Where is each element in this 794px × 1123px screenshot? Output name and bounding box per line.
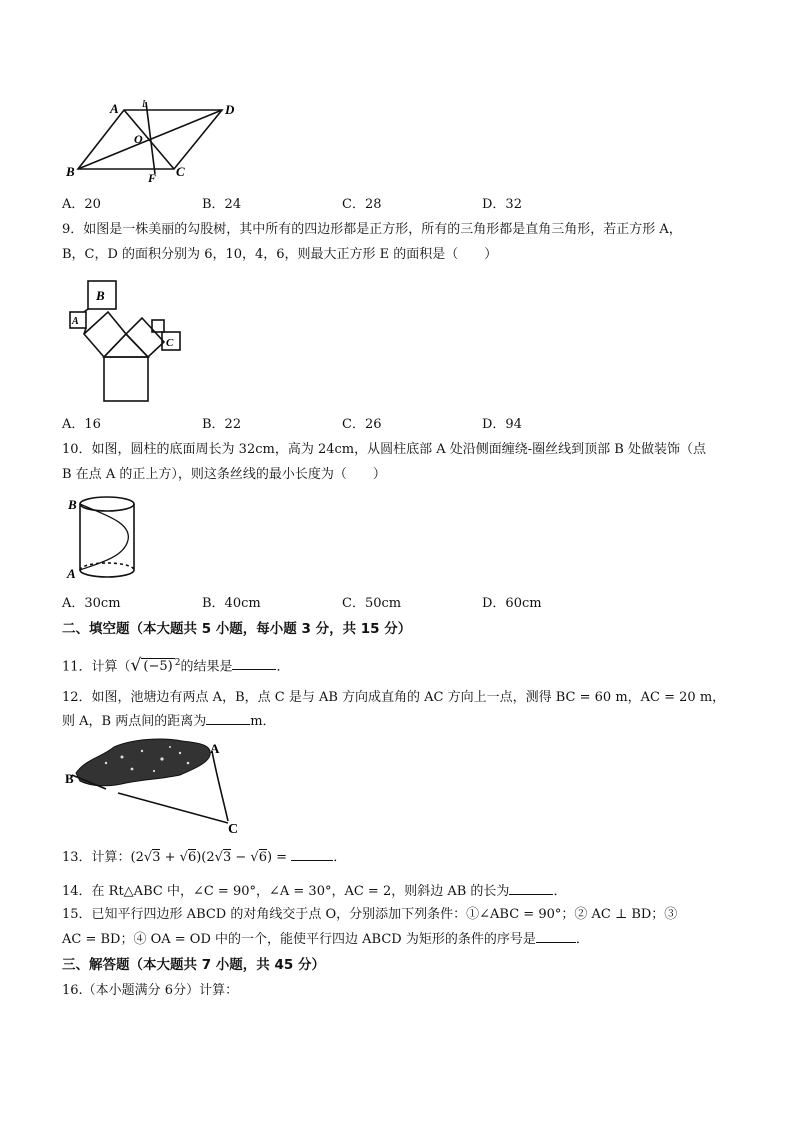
q8-option-b[interactable]: B．24 (202, 197, 242, 212)
section-3-heading: 三、解答题（本大题共 7 小题，共 45 分） (62, 957, 325, 973)
q12-answer-blank[interactable] (206, 712, 250, 725)
q10-label-a: A (67, 566, 76, 581)
q13-equals: ) = (266, 850, 292, 865)
q8-option-a[interactable]: A．20 (62, 197, 101, 212)
q8-label-c: C (176, 164, 185, 179)
q9-square-right (126, 318, 164, 357)
q9-label-c: C (166, 337, 174, 349)
q8-label-b: B (66, 164, 75, 179)
q11-exponent: 2 (174, 658, 181, 668)
q13-sqrt-symbol-2: √ (179, 850, 188, 865)
q13-radicand-2: 6 (187, 850, 197, 865)
q13-stem (62, 848, 346, 867)
q8-label-f: F (148, 171, 157, 182)
q9-stem-line2: B，C，D 的面积分别为 6，10，4，6，则最大正方形 E 的面积是（ ） (62, 247, 498, 262)
q8-label-o: O (134, 132, 143, 146)
q13-mid: )(2 (196, 850, 215, 865)
q11-radicand: (−5) (143, 659, 173, 675)
q12-label-a: A (210, 741, 220, 756)
q9-option-c[interactable]: C．26 (342, 417, 382, 432)
q13-end: ． (333, 850, 347, 865)
q10-option-b[interactable]: B．40cm (202, 596, 261, 611)
section-2-heading: 二、填空题（本大题共 5 小题，每小题 3 分，共 15 分） (62, 621, 412, 637)
q10-thread-path (80, 504, 128, 570)
q13-sqrt-symbol-1: √ (143, 850, 153, 865)
q9-stem-line1: 9．如图是一株美丽的勾股树，其中所有的四边形都是正方形，所有的三角形都是直角三角形，若正方形 A， (62, 222, 682, 237)
q9-option-b[interactable]: B．22 (202, 417, 242, 432)
q12-line2-post: m． (250, 714, 276, 729)
q15-line2-pre: AC = BD；④ OA = OD 中的一个，能使平行四边 ABCD 为矩形的条件的序号是 (62, 932, 536, 947)
q9-pythagoras-tree-figure (62, 272, 192, 402)
q13-sqrt-symbol-4: √ (250, 850, 259, 865)
q8-parallelogram-figure (62, 96, 242, 182)
q9-label-b: B (96, 288, 105, 303)
q12-stem-line1: 12．如图，池塘边有两点 A，B，点 C 是与 AB 方向成直角的 AC 方向上一点，测得 BC = 60 m，AC = 20 m， (62, 690, 726, 705)
q12-label-b: B (65, 771, 74, 786)
q8-label-l: L (142, 99, 148, 110)
q11-answer-blank[interactable] (232, 657, 276, 670)
q14-stem (62, 882, 566, 901)
q8-label-a: A (110, 101, 119, 116)
q13-sqrt-symbol-3: √ (214, 850, 223, 865)
q13-radicand-4: 6 (258, 850, 267, 865)
q15-stem-line2 (62, 930, 589, 949)
q13-radicand-3: 3 (222, 850, 232, 865)
q9-option-d[interactable]: D．94 (482, 417, 522, 432)
q13-plus: + (160, 850, 180, 865)
q10-stem-line2: B 在点 A 的正上方），则这条丝线的最小长度为（ ） (62, 467, 386, 482)
q12-pond (76, 739, 210, 786)
q10-cylinder-bottom (80, 570, 134, 577)
q10-option-c[interactable]: C．50cm (342, 596, 402, 611)
q11-suffix: 的结果是 (180, 659, 233, 675)
q9-label-a: A (72, 316, 79, 327)
q15-line2-post: ． (575, 932, 589, 947)
q12-stem-line2 (62, 712, 276, 731)
q10-cylinder-top (80, 497, 134, 511)
q10-stem-line1: 10．如图，圆柱的底面周长为 32cm，高为 24cm，从圆柱底部 A 处沿侧面缠绕-圈丝线到顶部 B 处做装饰（点 (62, 442, 706, 457)
q10-option-a[interactable]: A．30cm (62, 596, 121, 611)
q15-answer-blank[interactable] (536, 930, 576, 943)
q13-minus: − (231, 850, 251, 865)
q12-label-c: C (228, 822, 239, 837)
q9-option-a[interactable]: A．16 (62, 417, 101, 432)
q14-answer-blank[interactable] (509, 882, 553, 895)
q13-prefix: 13．计算：(2 (62, 850, 144, 865)
q12-line2-pre: 则 A，B 两点间的距离为 (62, 714, 207, 729)
q13-radicand-1: 3 (152, 850, 161, 865)
q14-end: ． (553, 884, 567, 899)
q11-sqrt-symbol: √ (130, 655, 142, 676)
q11-stem (62, 654, 289, 676)
q11-prefix: 11．计算（ (62, 659, 131, 675)
q11-end: ． (276, 659, 290, 675)
q14-text: 14．在 Rt△ABC 中，∠C = 90°，∠A = 30°，AC = 2，则斜边 AB 的长为 (62, 884, 510, 899)
q10-option-d[interactable]: D．60cm (482, 596, 542, 611)
q9-square-left (84, 312, 126, 357)
q8-option-d[interactable]: D．32 (482, 197, 522, 212)
q8-label-d: D (225, 102, 235, 117)
q10-label-b: B (68, 497, 77, 512)
q9-triangle-main (104, 334, 148, 357)
q13-answer-blank[interactable] (291, 848, 333, 861)
q10-cylinder-figure (62, 492, 142, 584)
q8-option-c[interactable]: C．28 (342, 197, 382, 212)
q15-stem-line1: 15．已知平行四边形 ABCD 的对角线交于点 O，分别添加下列条件：①∠ABC = 90°；② AC ⊥ BD；③ (62, 907, 678, 922)
q12-pond-figure (62, 733, 252, 837)
q9-square-e (104, 357, 148, 401)
q16-stem: 16.（本小题满分 6分）计算： (62, 983, 239, 998)
